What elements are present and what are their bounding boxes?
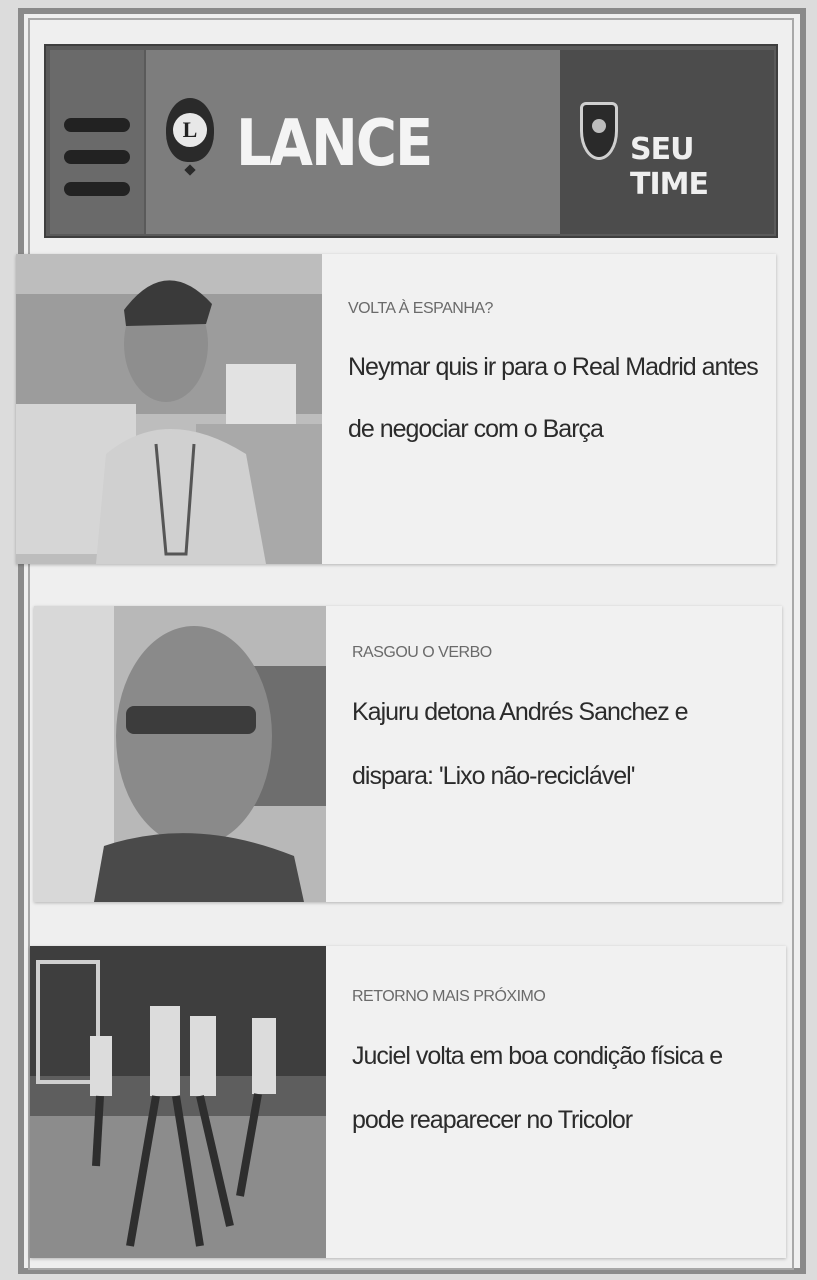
- article-headline[interactable]: Neymar quis ir para o Real Madrid antes de negociar com o Barça: [348, 353, 758, 443]
- brand-name: LANCE: [236, 106, 432, 182]
- article-text: [326, 606, 782, 808]
- neymar-photo-icon: [16, 254, 322, 564]
- article-card[interactable]: [30, 946, 786, 1258]
- article-kicker: RASGOU O VERBO: [352, 644, 492, 661]
- article-kicker: RETORNO MAIS PRÓXIMO: [352, 988, 546, 1005]
- article-kicker: VOLTA À ESPANHA?: [348, 300, 493, 317]
- training-photo-icon: [30, 946, 326, 1258]
- logo-letter: L: [173, 113, 207, 147]
- article-card[interactable]: [34, 606, 782, 902]
- article-text: [326, 946, 786, 1152]
- seu-time-label: SEU TIME: [630, 132, 708, 202]
- article-thumbnail: [34, 606, 326, 902]
- article-thumbnail: [16, 254, 322, 564]
- article-thumbnail: [30, 946, 326, 1258]
- article-text: [322, 254, 776, 460]
- article-card[interactable]: [16, 254, 776, 564]
- article-headline[interactable]: Kajuru detona Andrés Sanchez e dispara: 'Lixo não-reciclável': [352, 698, 688, 790]
- article-headline[interactable]: Juciel volta em boa condição física e pode reaparecer no Tricolor: [352, 1042, 723, 1134]
- kajuru-photo-icon: [34, 606, 326, 902]
